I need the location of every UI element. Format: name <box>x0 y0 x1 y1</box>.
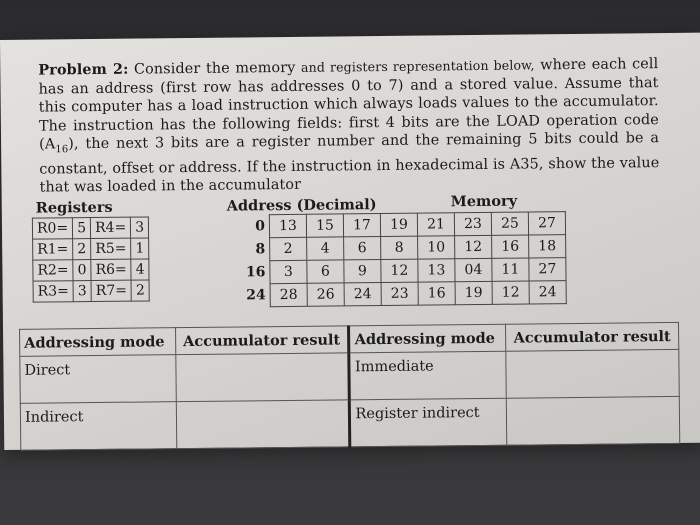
addressing-mode-cell: Indirect <box>20 402 176 451</box>
memory-cell: 13 <box>269 214 306 237</box>
memory-cell: 23 <box>381 282 418 305</box>
addressing-row <box>20 349 679 403</box>
problem-subscript: 16 <box>55 144 69 156</box>
memory-cell: 16 <box>418 282 455 305</box>
memory-cell: 26 <box>307 283 344 306</box>
memory-cell: 27 <box>528 212 565 235</box>
memory-cell: 12 <box>455 235 492 258</box>
memory-cell: 10 <box>418 236 455 259</box>
addressing-mode-cell: Register indirect <box>350 398 507 447</box>
memory-cell: 2 <box>270 237 307 260</box>
accumulator-result-cell[interactable] <box>506 349 679 398</box>
memory-cell: 4 <box>307 237 344 260</box>
header-addressing-mode-1: Addressing mode <box>20 328 176 357</box>
memory-cell: 18 <box>529 235 566 258</box>
header-accumulator-result-1: Accumulator result <box>175 326 349 355</box>
memory-cell: 27 <box>529 258 566 281</box>
memory-cell: 24 <box>529 281 566 304</box>
memory-cell: 6 <box>344 237 381 260</box>
accumulator-result-cell[interactable] <box>176 400 350 449</box>
problem-statement <box>38 55 659 198</box>
memory-cell: 15 <box>306 214 343 237</box>
accumulator-result-cell[interactable] <box>175 353 349 402</box>
problem-text-small: and registers representation below, <box>300 57 535 75</box>
register-row <box>33 259 149 281</box>
memory-cell: 19 <box>380 213 417 236</box>
problem-text-2: where each cell has an address (first row has addresses 0 to 7) and a stored value. Assume that this computer has a load instruction which always loads values to the accumulator. The instruction has the following fields: first 4 bits are the LOAD operation code (A <box>38 56 659 153</box>
memory-cell: 21 <box>417 213 454 236</box>
memory-cell: 17 <box>343 214 380 237</box>
memory-cell: 25 <box>491 212 528 235</box>
register-value: 0 <box>73 260 91 281</box>
register-value: 4 <box>131 259 149 280</box>
memory-cell: 16 <box>492 235 529 258</box>
paper-sheet <box>0 33 700 450</box>
register-name: R7= <box>91 280 131 301</box>
register-value: 3 <box>131 217 149 238</box>
memory-cell: 12 <box>492 281 529 304</box>
register-name: R1= <box>33 239 73 260</box>
memory-cell: 6 <box>307 260 344 283</box>
memory-title: Memory <box>450 192 518 211</box>
register-name: R6= <box>91 259 131 280</box>
memory-row <box>236 235 566 261</box>
memory-row-address: 0 <box>255 218 266 235</box>
address-title: Address (Decimal) <box>226 196 377 215</box>
memory-cell: 19 <box>455 281 492 304</box>
addressing-row <box>20 396 679 450</box>
register-name: R2= <box>33 260 73 281</box>
problem-label: Problem 2: <box>38 60 129 79</box>
addressing-mode-cell: Immediate <box>349 351 506 400</box>
register-name: R4= <box>90 217 130 238</box>
registers-table <box>32 216 150 302</box>
memory-cell: 11 <box>492 258 529 281</box>
memory-cell: 04 <box>455 258 492 281</box>
registers-title: Registers <box>35 198 113 217</box>
register-row <box>32 217 148 239</box>
memory-cell: 9 <box>344 260 381 283</box>
register-value: 3 <box>73 281 91 302</box>
memory-cell: 8 <box>381 236 418 259</box>
memory-row <box>237 281 567 307</box>
memory-cell: 13 <box>418 259 455 282</box>
register-value: 5 <box>73 218 91 239</box>
register-row <box>33 238 149 260</box>
problem-text-3: ), the next 3 bits are a register number and the remaining 5 bits could be a constant, offset or address. If the instruction in hexadecimal is A35, show the value that was loaded in the accumulator <box>39 130 660 197</box>
memory-cell: 23 <box>454 212 491 235</box>
memory-row-address: 24 <box>246 287 266 304</box>
register-value: 2 <box>131 280 149 301</box>
register-value: 2 <box>73 239 91 260</box>
register-row <box>33 280 149 302</box>
header-accumulator-result-2: Accumulator result <box>506 322 679 351</box>
memory-row <box>236 258 566 284</box>
memory-row-address: 8 <box>255 241 266 258</box>
register-value: 1 <box>131 238 149 259</box>
addressing-table <box>19 322 680 451</box>
header-addressing-mode-2: Addressing mode <box>349 324 506 353</box>
accumulator-result-cell[interactable] <box>506 396 679 445</box>
register-name: R0= <box>32 218 72 239</box>
addressing-mode-cell: Direct <box>20 355 176 404</box>
memory-cell: 28 <box>270 283 307 306</box>
memory-cell: 12 <box>381 259 418 282</box>
register-name: R3= <box>33 281 73 302</box>
memory-table <box>236 211 567 307</box>
register-name: R5= <box>91 238 131 259</box>
memory-row <box>236 212 566 238</box>
memory-cell: 24 <box>344 283 381 306</box>
problem-text-1: Consider the memory <box>133 59 296 78</box>
memory-cell: 3 <box>270 260 307 283</box>
memory-row-address: 16 <box>245 264 266 281</box>
